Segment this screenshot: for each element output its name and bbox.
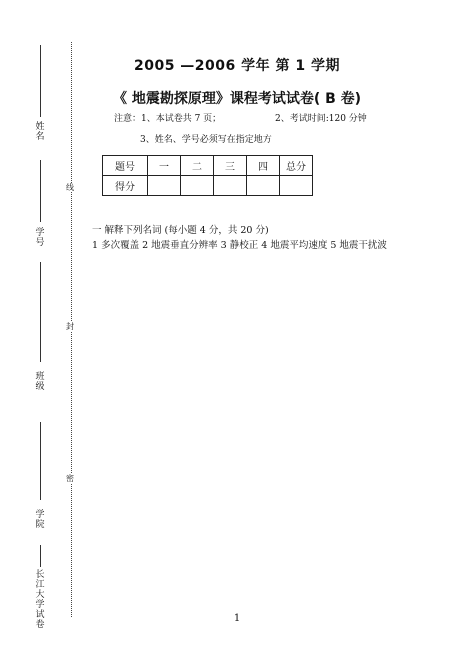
score-table [102, 155, 313, 196]
exam-year-title: 2005 —2006 学年 第 1 学期 [133, 58, 341, 74]
score-table-header-row [103, 156, 313, 176]
score-cell [181, 176, 214, 196]
class-label: 班级 [35, 372, 45, 392]
score-header-cell: 四 [247, 156, 280, 176]
score-header-cell: 题号 [103, 156, 148, 176]
notice-line-pages: 注意：1、本试卷共 7 页； [114, 114, 222, 124]
student-id-blank-line [40, 160, 41, 222]
seal-mark-line: 线 [66, 183, 74, 192]
score-cell [247, 176, 280, 196]
notice-line-name: 3、姓名、学号必须写在指定地方 [140, 135, 272, 145]
section-terms: 1 多次覆盖 2 地震垂直分辨率 3 静校正 4 地震平均速度 5 地震干扰波 [92, 240, 387, 251]
seal-mark-secret: 密 [66, 474, 74, 483]
name-label: 姓名 [35, 122, 45, 142]
seal-mark-seal: 封 [66, 322, 74, 331]
score-table-score-row [103, 176, 313, 196]
university-blank-line [40, 545, 41, 567]
section-heading: 一 解释下列名词 (每小题 4 分，共 20 分) [92, 225, 269, 236]
score-header-cell: 总分 [280, 156, 313, 176]
score-cell [214, 176, 247, 196]
student-id-label: 学号 [35, 228, 45, 248]
score-header-cell: 三 [214, 156, 247, 176]
college-label: 学院 [35, 510, 45, 530]
score-cell [148, 176, 181, 196]
college-blank-line [40, 422, 41, 500]
score-header-cell: 二 [181, 156, 214, 176]
university-label: 长江大学试卷 [35, 570, 45, 630]
notice-line-time: 2、考试时间:120 分钟 [275, 114, 367, 124]
score-header-cell: 一 [148, 156, 181, 176]
class-blank-line [40, 262, 41, 362]
exam-course-title: 《 地震勘探原理》课程考试试卷( B 卷) [112, 91, 362, 107]
score-row-label: 得分 [103, 176, 148, 196]
score-cell [280, 176, 313, 196]
page-number: 1 [233, 613, 241, 624]
